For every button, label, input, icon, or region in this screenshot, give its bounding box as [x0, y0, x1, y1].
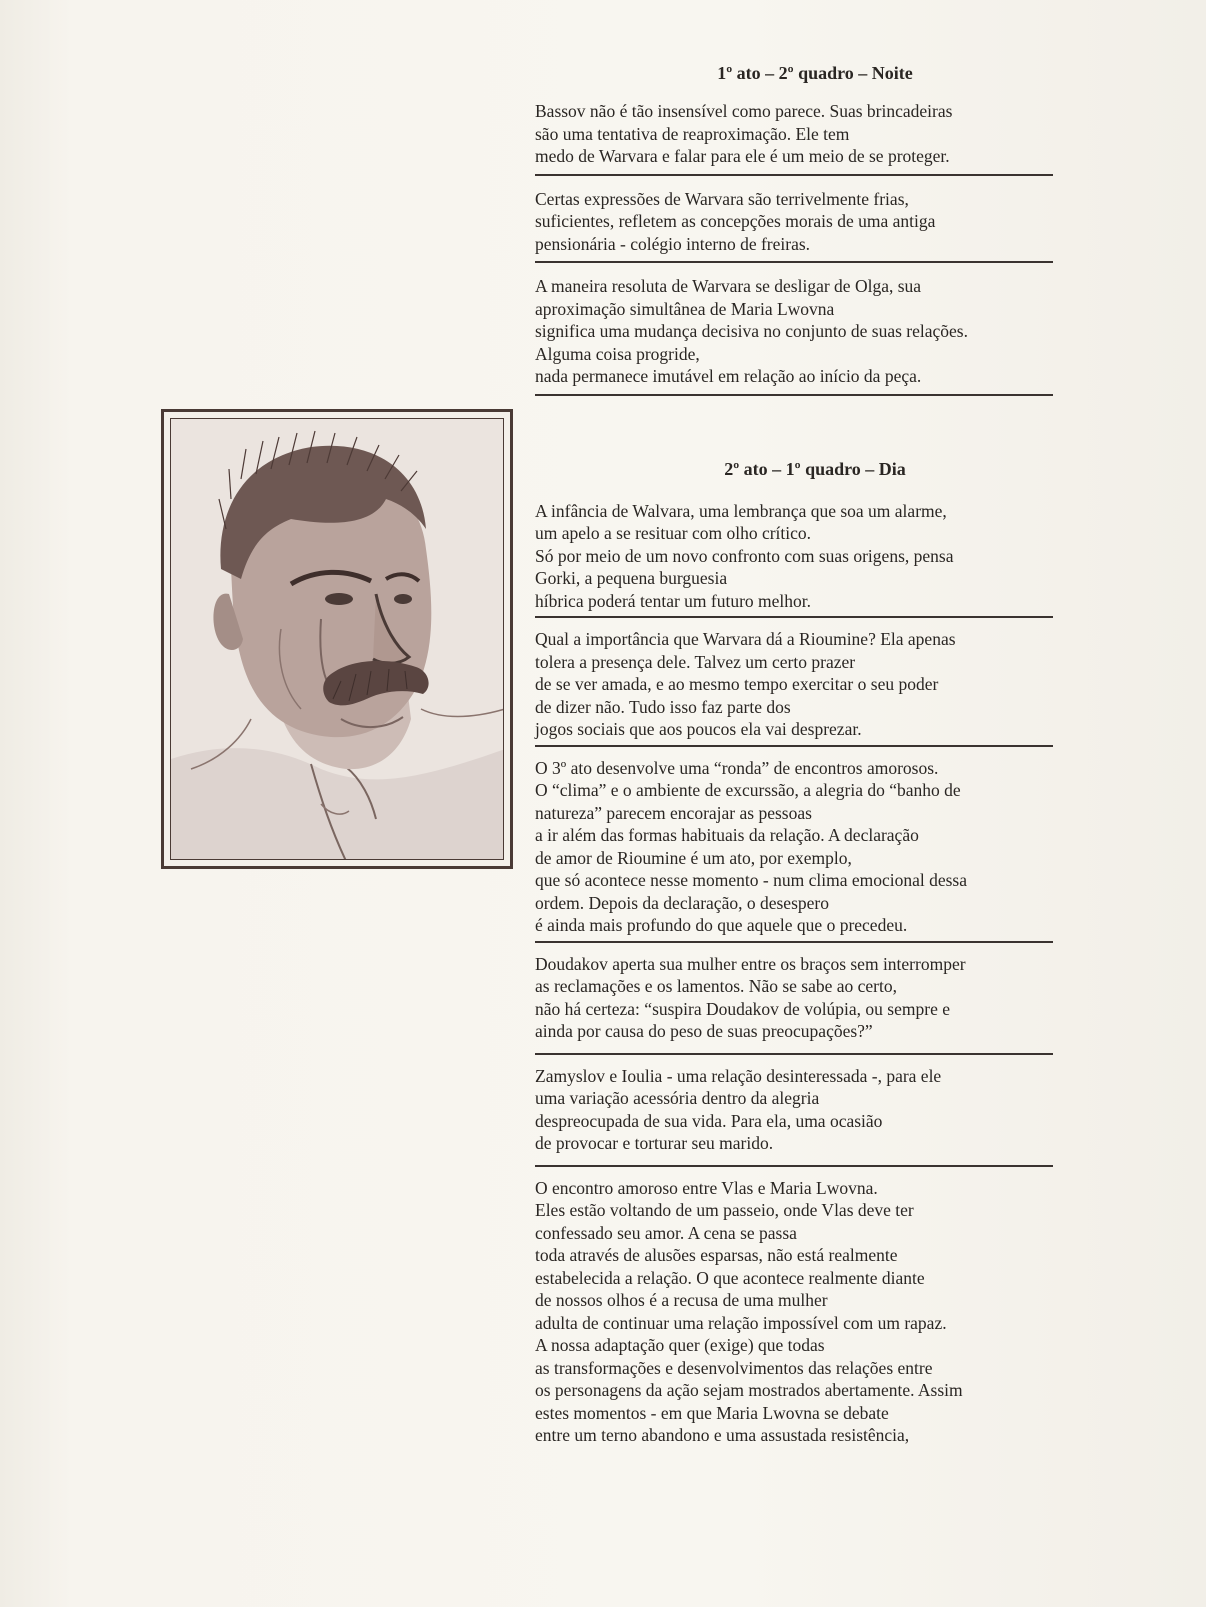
paragraph: [535, 628, 1055, 741]
section-heading-act1-scene2: 1º ato – 2º quadro – Noite: [717, 63, 913, 83]
text-line: os personagens da ação sejam mostrados abertamente. Assim: [535, 1380, 963, 1400]
text-line: é ainda mais profundo do que aquele que o precedeu.: [535, 915, 908, 935]
text-line: O “clima” e o ambiente de excurssão, a alegria do “banho de: [535, 780, 961, 800]
divider: [535, 1165, 1053, 1167]
text-line: um apelo a se resituar com olho crítico.: [535, 523, 812, 543]
text-line: pensionária - colégio interno de freiras.: [535, 233, 811, 254]
text-line: Zamyslov e Ioulia - uma relação desinteressada -, para ele: [535, 1065, 942, 1086]
text-line: Só por meio de um novo confronto com suas origens, pensa: [535, 545, 954, 566]
text-line: de dizer não. Tudo isso faz parte dos: [535, 696, 791, 717]
portrait-frame: [161, 409, 513, 869]
text-line: A nossa adaptação quer (exige) que todas: [535, 1335, 825, 1355]
text-line: a ir além das formas habituais da relação. A declaração: [535, 825, 919, 845]
text-line: ordem. Depois da declaração, o desespero: [535, 892, 829, 913]
divider: [535, 394, 1053, 396]
text-line: nada permanece imutável em relação ao início da peça.: [535, 366, 922, 386]
text-line: de provocar e torturar seu marido.: [535, 1133, 774, 1153]
text-line: Eles estão voltando de um passeio, onde Vlas deve ter: [535, 1200, 914, 1220]
text-line: são uma tentativa de reaproximação. Ele tem: [535, 123, 850, 144]
text-line: suficientes, refletem as concepções morais de uma antiga: [535, 211, 936, 231]
text-line: as reclamações e os lamentos. Não se sabe ao certo,: [535, 976, 897, 996]
section-heading-act2-scene1: 2º ato – 1º quadro – Dia: [724, 458, 906, 479]
text-line: despreocupada de sua vida. Para ela, uma ocasião: [535, 1110, 883, 1131]
divider: [535, 745, 1053, 747]
text-line: Alguma coisa progride,: [535, 343, 700, 364]
text-line: de se ver amada, e ao mesmo tempo exercitar o seu poder: [535, 674, 939, 694]
text-line: híbrica poderá tentar um futuro melhor.: [535, 590, 812, 611]
paragraph: [535, 953, 1055, 1043]
portrait-image: [170, 418, 504, 860]
text-line: de amor de Rioumine é um ato, por exemplo,: [535, 847, 852, 868]
text-line: que só acontece nesse momento - num clima emocional dessa: [535, 870, 968, 890]
paragraph: [535, 188, 1055, 256]
text-line: significa uma mudança decisiva no conjunto de suas relações.: [535, 321, 968, 341]
text-line: Gorki, a pequena burguesia: [535, 568, 728, 588]
divider: [535, 261, 1053, 263]
text-line: O 3º ato desenvolve uma “ronda” de encontros amorosos.: [535, 757, 939, 778]
paragraph: [535, 1177, 1055, 1447]
text-line: tolera a presença dele. Talvez um certo prazer: [535, 651, 856, 672]
divider: [535, 941, 1053, 943]
divider: [535, 616, 1053, 618]
text-line: Qual a importância que Warvara dá a Rioumine? Ela apenas: [535, 629, 956, 649]
text-line: de nossos olhos é a recusa de uma mulher: [535, 1290, 828, 1310]
text-line: entre um terno abandono e uma assustada resistência,: [535, 1425, 910, 1445]
text-line: O encontro amoroso entre Vlas e Maria Lwovna.: [535, 1177, 878, 1198]
text-line: Doudakov aperta sua mulher entre os braços sem interromper: [535, 953, 966, 974]
text-line: jogos sociais que aos poucos ela vai desprezar.: [535, 719, 862, 739]
paragraph: [535, 1065, 1055, 1155]
text-line: estabelecida a relação. O que acontece realmente diante: [535, 1267, 925, 1288]
paragraph: [535, 757, 1055, 937]
divider: [535, 174, 1053, 176]
text-line: não há certeza: “suspira Doudakov de volúpia, ou sempre e: [535, 998, 950, 1019]
paragraph: [535, 100, 1055, 168]
text-line: natureza” parecem encorajar as pessoas: [535, 802, 812, 823]
text-line: A maneira resoluta de Warvara se desligar de Olga, sua: [535, 276, 922, 296]
text-line: uma variação acessória dentro da alegria: [535, 1088, 820, 1108]
text-line: Bassov não é tão insensível como parece. Suas brincadeiras: [535, 101, 953, 121]
paragraph: [535, 275, 1055, 388]
divider: [535, 1053, 1053, 1055]
text-line: confessado seu amor. A cena se passa: [535, 1222, 797, 1243]
text-line: as transformações e desenvolvimentos das relações entre: [535, 1357, 933, 1378]
paragraph: [535, 500, 1055, 613]
text-line: estes momentos - em que Maria Lwovna se debate: [535, 1402, 889, 1423]
portrait-sketch: [171, 419, 504, 860]
text-line: medo de Warvara e falar para ele é um meio de se proteger.: [535, 146, 950, 166]
text-line: aproximação simultânea de Maria Lwovna: [535, 298, 835, 319]
text-line: toda através de alusões esparsas, não está realmente: [535, 1245, 898, 1265]
text-line: A infância de Walvara, uma lembrança que soa um alarme,: [535, 500, 947, 521]
text-line: ainda por causa do peso de suas preocupações?”: [535, 1021, 873, 1041]
text-line: adulta de continuar uma relação impossível com um rapaz.: [535, 1312, 947, 1333]
text-line: Certas expressões de Warvara são terrivelmente frias,: [535, 188, 909, 209]
text-column: [535, 60, 1055, 1447]
